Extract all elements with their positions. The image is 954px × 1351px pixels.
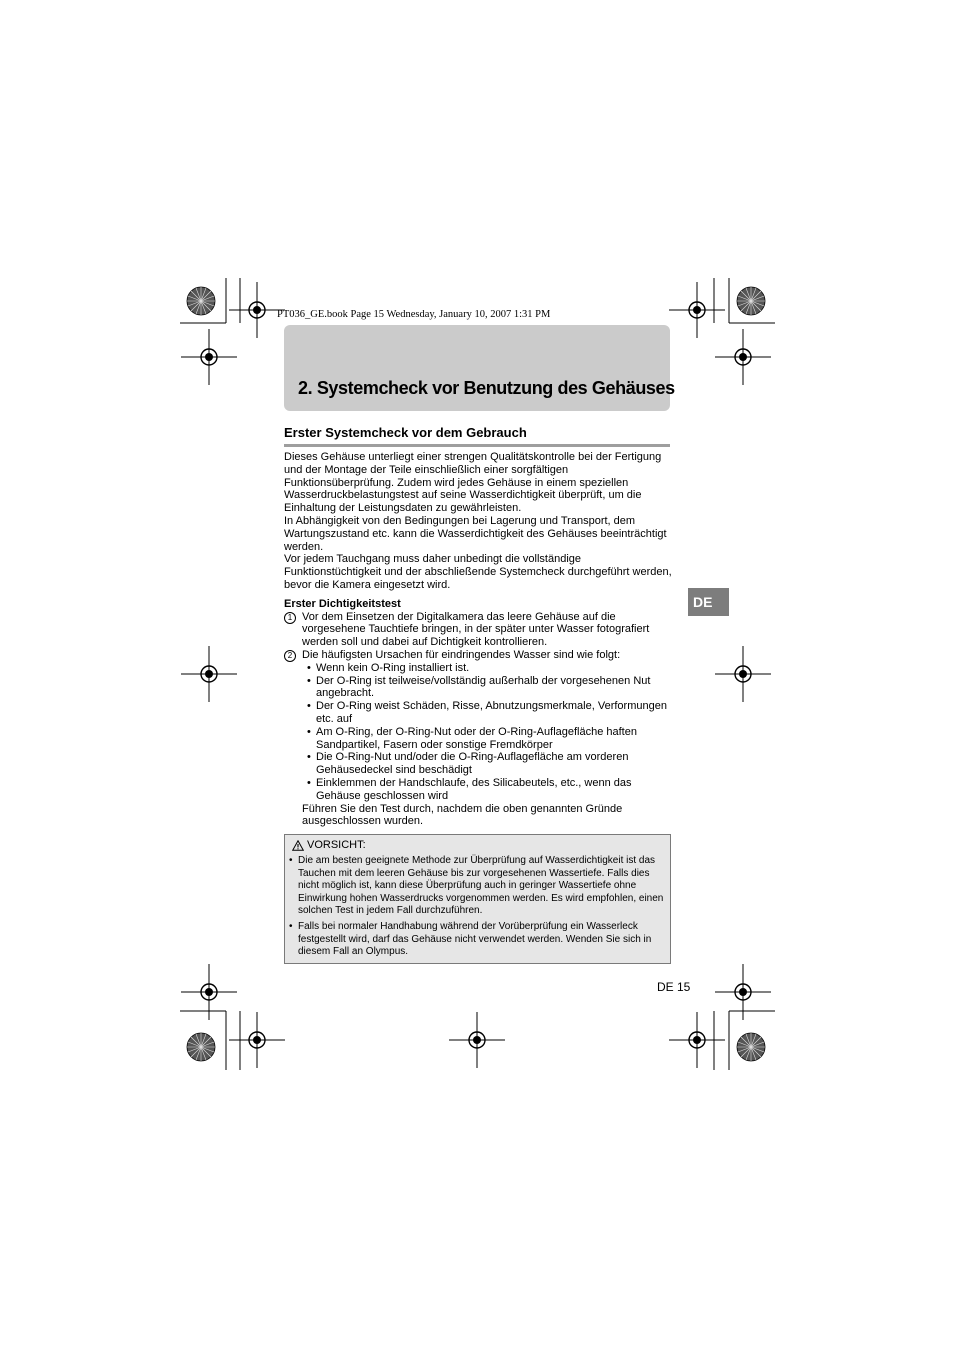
intro-paragraph: Dieses Gehäuse unterliegt einer strengen Qualitätskontrolle bei der Fertigung und der Montage der Teile einschließlich einer sorgfältigen Funktionsüberprüfung. Zudem wird jedes Gehäuse in einem speziellen Wasserdruckbelastungstest auf seine Wasserdichtigkeit überprüft, um die Einhaltung der Leistungsdaten zu gewährleisten. <box>284 451 662 515</box>
caution-box <box>284 834 671 964</box>
section-title: Erster Systemcheck vor dem Gebrauch <box>284 425 527 440</box>
chapter-title-box <box>284 325 675 411</box>
page-number: DE 15 <box>657 980 691 994</box>
caution-heading <box>292 839 366 851</box>
intro-paragraph: In Abhängigkeit von den Bedingungen bei Lagerung und Transport, dem Wartungszustand etc. kann die Wasserdichtigkeit des Gehäuses beeinträchtigt werden. <box>284 514 667 553</box>
caution-heading-text: VORSICHT: <box>307 839 366 851</box>
list-item: • Der O-Ring weist Schäden, Risse, Abnutzungsmerkmale, Verformungen etc. auf <box>316 700 674 726</box>
step-1 <box>284 611 674 649</box>
list-item: • Die am besten geeignete Methode zur Überprüfung auf Wasserdichtigkeit ist das Tauchen mit dem leeren Gehäuse bis zur vorgesehenen Wassertiefe. Falls dies nicht möglich ist, kann diese Überprüfung auch in geringer Wassertiefe ohne Einwirkung hohen Wasserdrucks vorgenommen werden. Es wird empfohlen, einen solchen Test in jedem Fall durchzuführen. <box>289 855 669 918</box>
list-item: • Einklemmen der Handschlaufe, des Silicabeutels, etc., wenn das Gehäuse geschlossen wird <box>316 777 674 803</box>
body-text <box>284 451 674 828</box>
list-item: • Wenn kein O-Ring installiert ist. <box>316 662 674 675</box>
list-item: • Die O-Ring-Nut und/oder die O-Ring-Auflagefläche am vorderen Gehäusedeckel sind beschädigt <box>316 751 674 777</box>
caution-list <box>289 855 669 962</box>
after-causes-note: Führen Sie den Test durch, nachdem die oben genannten Gründe ausgeschlossen wurden. <box>302 802 623 828</box>
language-tab: DE <box>688 588 729 616</box>
list-item: • Am O-Ring, der O-Ring-Nut oder der O-Ring-Auflagefläche haften Sandpartikel, Fasern oder sonstige Fremdkörper <box>316 726 674 752</box>
step-2 <box>284 649 674 662</box>
step-number: 1 <box>284 612 296 624</box>
list-item: • Der O-Ring ist teilweise/vollständig außerhalb der vorgesehenen Nut angebracht. <box>316 675 674 701</box>
section-divider <box>284 444 670 447</box>
intro-paragraph: Vor jedem Tauchgang muss daher unbedingt die vollständige Funktionstüchtigkeit und der abschließende Systemcheck durchgeführt werden, bevor die Kamera eingesetzt wird. <box>284 553 672 591</box>
warning-icon <box>292 840 304 851</box>
causes-list <box>284 662 674 803</box>
step-number: 2 <box>284 650 296 662</box>
book-header-line: PT036_GE.book Page 15 Wednesday, January 10, 2007 1:31 PM <box>277 309 551 320</box>
list-item: • Falls bei normaler Handhabung während der Vorüberprüfung ein Wasserleck festgestellt wird, darf das Gehäuse nicht verwendet werden. Wenden Sie sich in diesem Fall an Olympus. <box>289 921 669 959</box>
subheading: Erster Dichtigkeitstest <box>284 597 401 610</box>
step-text: Vor dem Einsetzen der Digitalkamera das leere Gehäuse auf die vorgesehene Tauchtiefe bringen, in der später unter Wasser fotografiert werden soll und dabei auf Dichtigkeit kontrollieren. <box>302 610 650 649</box>
chapter-title: 2. Systemcheck vor Benutzung des Gehäuses <box>298 378 675 398</box>
step-text: Die häufigsten Ursachen für eindringendes Wasser sind wie folgt: <box>302 648 621 661</box>
